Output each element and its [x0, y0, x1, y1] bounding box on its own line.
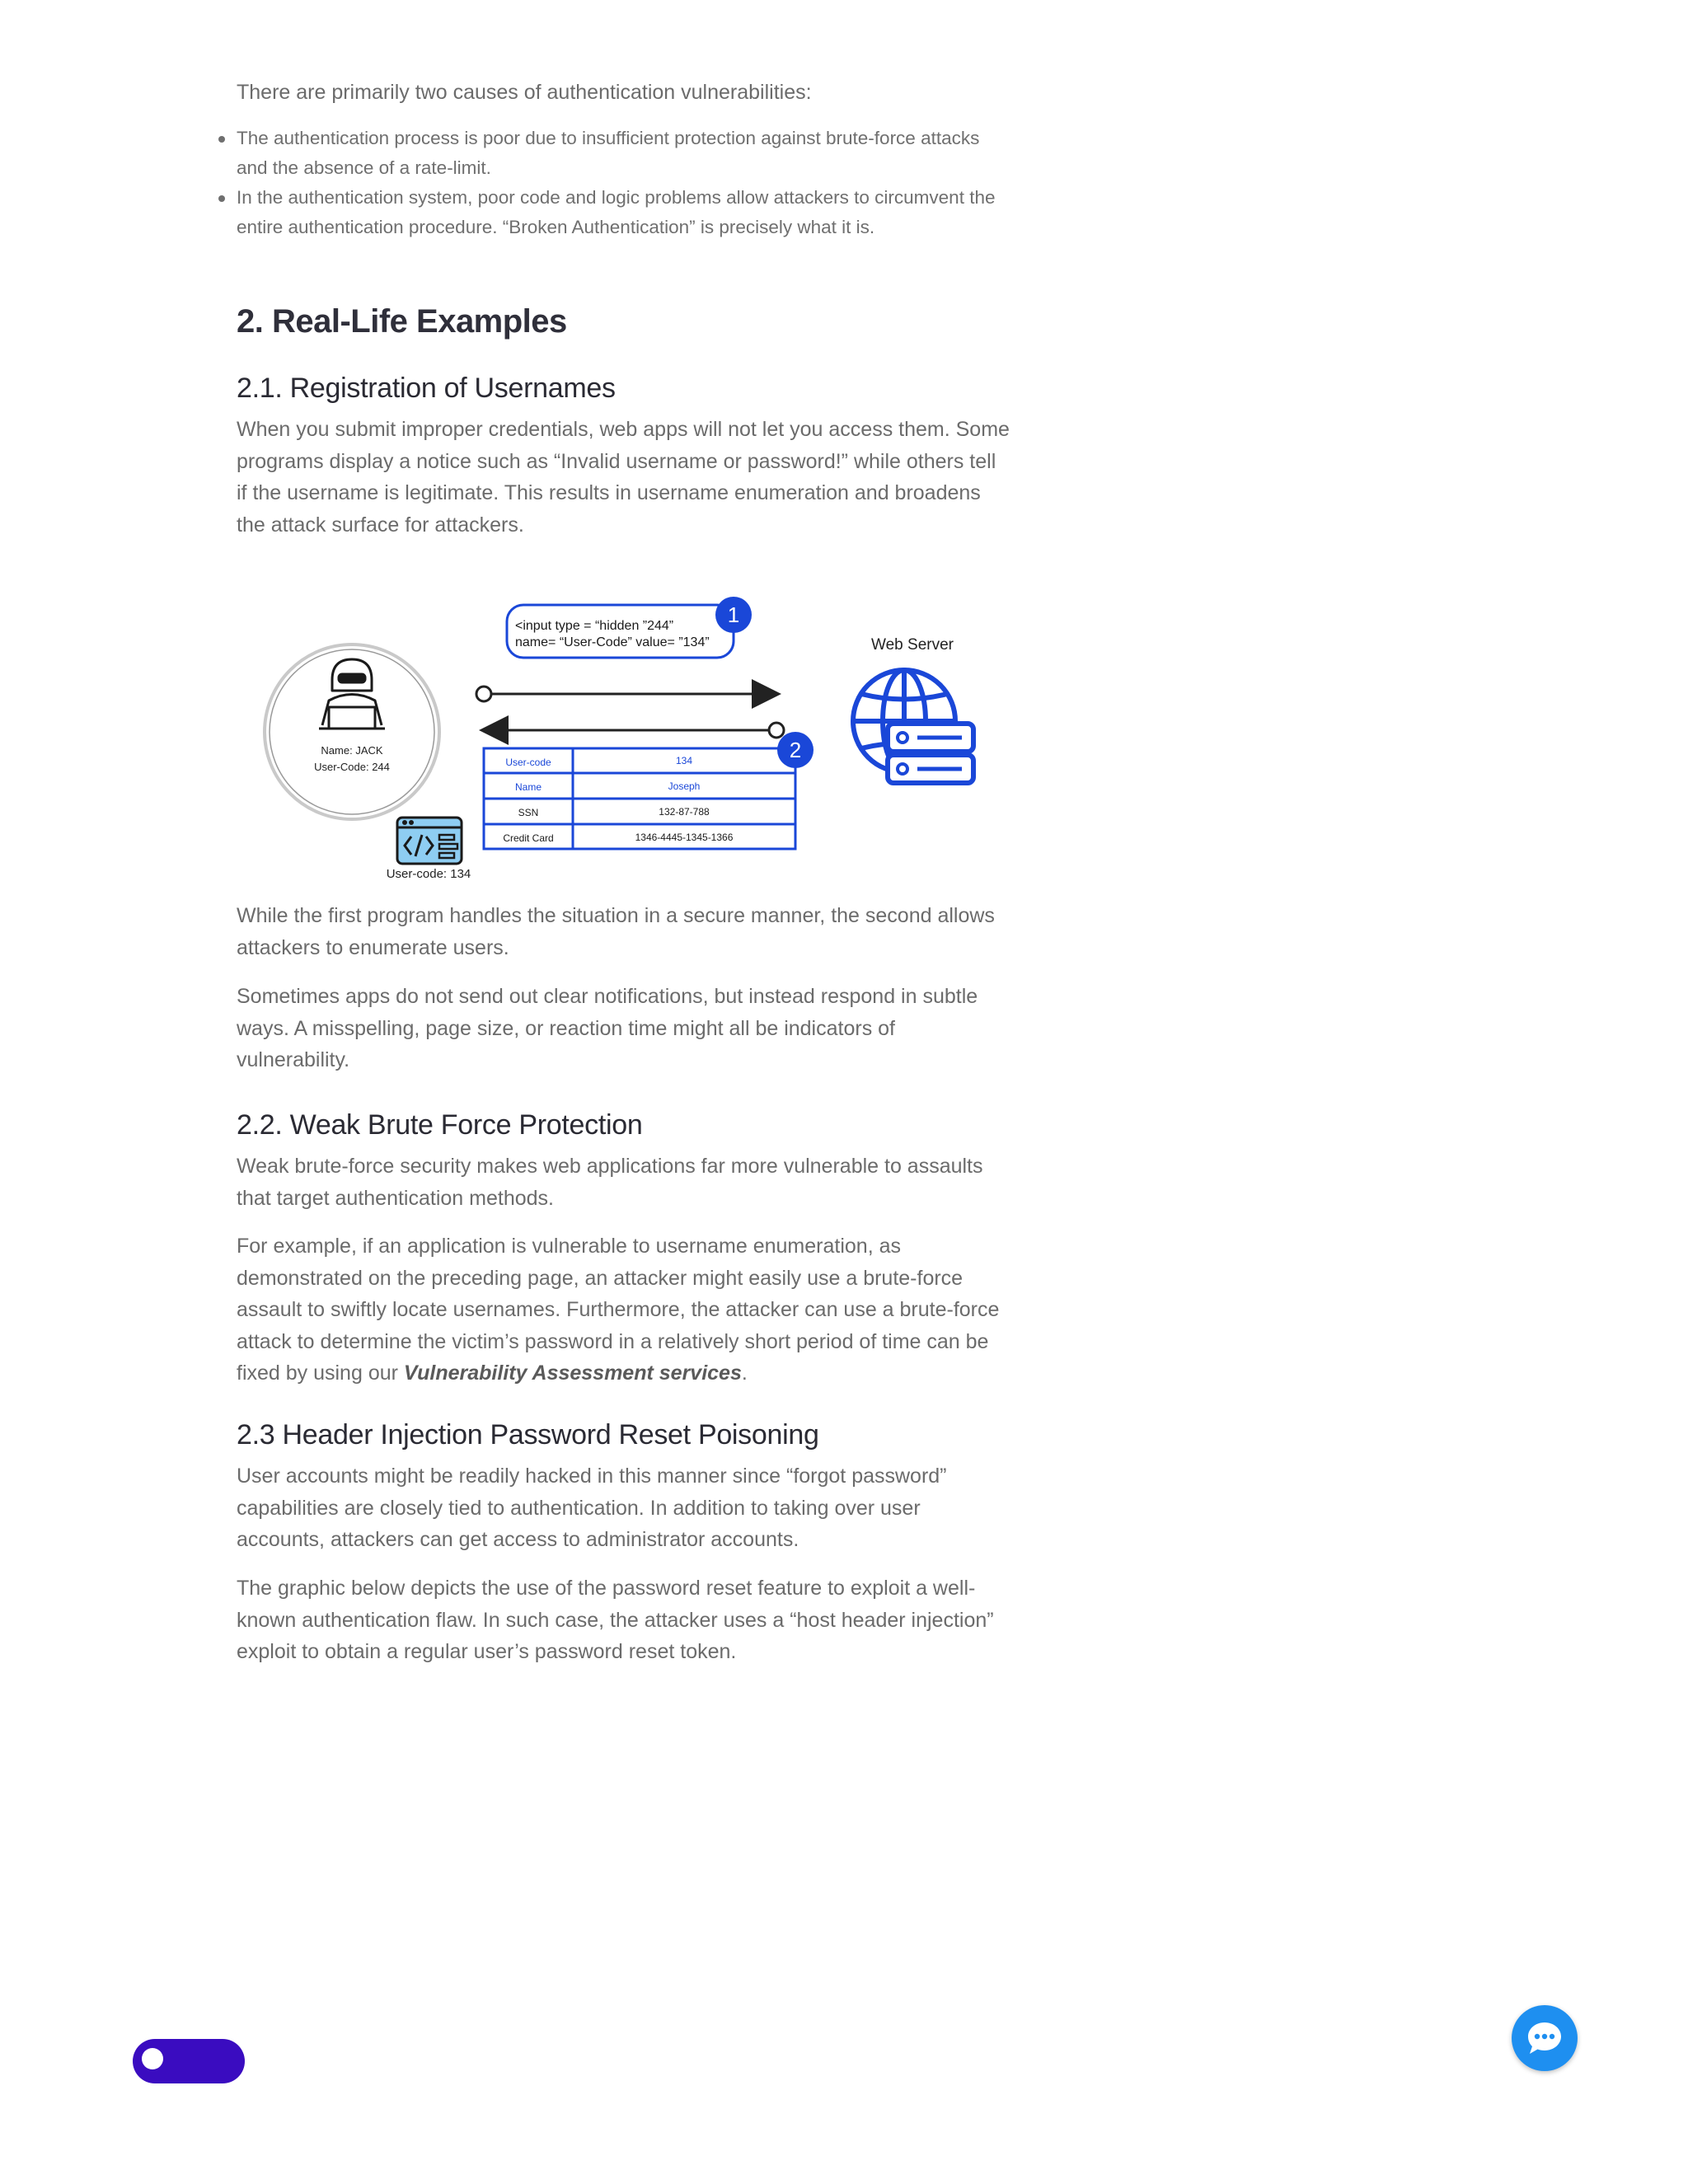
table-cell: 134	[675, 755, 693, 766]
list-item: The authentication process is poor due to insufficient protection against brute-force attacks and the absence of a rate-limit.	[237, 124, 1011, 183]
paragraph: Weak brute-force security makes web applications far more vulnerable to assaults that target authentication methods.	[237, 1155, 983, 1210]
paragraph: User accounts might be readily hacked in this manner since “forgot password” capabilities are closely tied to authentication. In addition to taking over user accounts, attackers can get access to administrator accounts.	[237, 1465, 947, 1551]
web-server-label: Web Server	[871, 636, 954, 654]
user-code-label: User-Code: 244	[314, 761, 390, 773]
table-cell: Credit Card	[503, 832, 554, 844]
table-cell: 132-87-788	[659, 806, 710, 818]
chat-bubble-icon	[1526, 2021, 1563, 2055]
request-arrow	[476, 687, 776, 701]
username-enumeration-diagram	[237, 585, 1011, 890]
paragraph: When you submit improper credentials, web apps will not let you access them. Some programs display a notice such as “Invalid username or password!” while others tell if the username is legitimate. This results in username enumeration and broadens the attack surface for attackers.	[237, 418, 1010, 537]
paragraph: While the first program handles the situation in a secure manner, the second allows attackers to enumerate users.	[237, 904, 995, 959]
request-line-2: name= “User-Code” value= ”134”	[515, 635, 710, 649]
user-name-label: Name: JACK	[321, 744, 383, 757]
code-caption: User-code: 134	[386, 867, 471, 881]
table-cell: Name	[514, 781, 542, 793]
subheading-registration-usernames: 2.1. Registration of Usernames	[237, 373, 616, 404]
table-cell: SSN	[518, 807, 539, 818]
intro-paragraph: There are primarily two causes of authentication vulnerabilities:	[237, 81, 812, 104]
paragraph: The graphic below depicts the use of the password reset feature to exploit a well-known authentication flaw. In such case, the attacker uses a “host header injection” exploit to obtain a regular user’s password reset token.	[237, 1577, 994, 1663]
subheading-header-injection: 2.3 Header Injection Password Reset Poisoning	[237, 1419, 819, 1451]
svg-text:1: 1	[727, 602, 740, 627]
paragraph-text: .	[741, 1361, 748, 1385]
request-bubble	[507, 605, 734, 658]
toggle-knob	[142, 2048, 163, 2069]
list-item: In the authentication system, poor code and logic problems allow attackers to circumvent the entire authentication procedure. “Broken Authentication” is precisely what it is.	[237, 183, 1011, 242]
step-2-badge	[777, 732, 814, 768]
response-table	[484, 748, 795, 849]
paragraph-text: For example, if an application is vulnerable to username enumeration, as demonstrated on the preceding page, an attacker might easily use a brute-force assault to swiftly locate usernames. Furthermore, the attacker can use a brute-force attack to determine the victim’s password in a relatively short period of time can be fixed by using our	[237, 1235, 1000, 1385]
accessibility-toggle[interactable]	[133, 2039, 245, 2083]
paragraph	[237, 1230, 1011, 1390]
table-cell: 1346-4445-1345-1366	[635, 832, 734, 843]
step-1-badge	[715, 597, 752, 633]
paragraph: Sometimes apps do not send out clear notifications, but instead respond in subtle ways. A misspelling, page size, or reaction time might all be indicators of vulnerability.	[237, 985, 978, 1071]
response-arrow	[484, 723, 784, 738]
chat-button[interactable]	[1512, 2005, 1578, 2071]
section-heading-real-life-examples: 2. Real-Life Examples	[237, 303, 567, 340]
table-cell: Joseph	[668, 780, 701, 792]
vulnerability-assessment-link[interactable]: Vulnerability Assessment services	[403, 1361, 742, 1385]
server-rack-icon	[888, 724, 973, 783]
code-window-icon	[397, 818, 462, 864]
causes-list	[237, 124, 1011, 242]
table-cell: User-code	[505, 757, 551, 768]
request-line-1: <input type = “hidden ”244”	[515, 619, 674, 633]
svg-text:2: 2	[789, 738, 802, 762]
subheading-weak-brute-force: 2.2. Weak Brute Force Protection	[237, 1109, 643, 1141]
